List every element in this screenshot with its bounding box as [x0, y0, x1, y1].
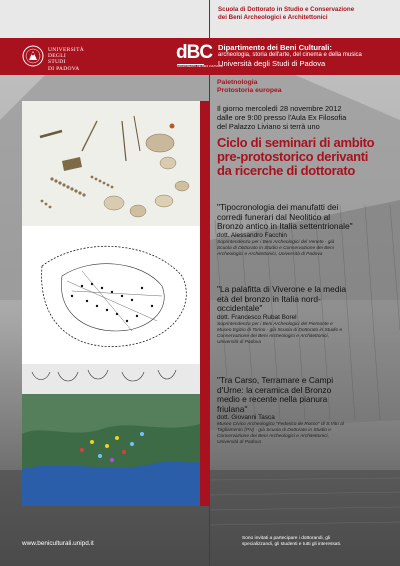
talk-title-line: Bronzo antico in Italia settentrionale" [217, 221, 353, 232]
affiliation-line: Soprintendenza per i Beni Archeologici del Veneto - già [217, 239, 335, 245]
talk-1 [217, 203, 395, 258]
seminar-title [217, 136, 397, 178]
dbc-logo-caption: DIPARTIMENTO DEI BENI CULTURALI [177, 65, 224, 68]
school-line-1: Scuola di Dottorato in Studio e Conservazione [218, 6, 355, 13]
talk-3 [217, 376, 395, 446]
talk-affiliation [217, 240, 395, 258]
talk-title-line: occidentale" [217, 303, 263, 314]
affiliation-line: Università di Padova [217, 440, 261, 446]
regional-map [22, 364, 200, 506]
website-link[interactable]: www.beniculturali.unipd.it [22, 540, 94, 547]
university-line-3: DI PADOVA [48, 65, 80, 72]
divider-line [209, 0, 210, 566]
talk-affiliation [217, 322, 395, 346]
note-line-1: Sono invitati a partecipare i dottorandi, gli [242, 536, 330, 541]
talk-title-line: "La palafitta di Viverone e la media [217, 284, 346, 294]
university-line-1: UNIVERSITÀ [48, 47, 84, 53]
affiliation-line: Scuola di Dottorato in Studio e Conservazione dei Beni [217, 245, 334, 251]
when-line-2: dalle ore 9:00 presso l'Aula Ex Filosofia [217, 113, 347, 123]
note-line-2: specializzandi, gli studenti e tutti gli interessati. [242, 542, 342, 547]
artifacts-photo [22, 101, 200, 226]
talk-2 [217, 285, 395, 346]
talk-speaker: dott. Giovanni Tasca [217, 414, 275, 422]
when-line-1: Il giorno mercoledì 28 novembre 2012 [217, 104, 342, 113]
affiliation-line: Archeologici e Architettonici, Università di Padova [217, 251, 323, 257]
title-line-2: pre-protostorico derivanti [217, 149, 369, 164]
padova-seal-icon [22, 43, 44, 69]
department-block [218, 43, 396, 69]
talk-affiliation [217, 422, 395, 446]
university-line-2: DEGLI STUDI [48, 53, 66, 66]
area-line-2: Protostoria europea [217, 87, 282, 95]
department-university: Università degli Studi di Padova [218, 59, 326, 68]
talk-title-line: medio e recente nella pianura [217, 394, 328, 405]
affiliation-line: Università di Padova [217, 339, 261, 345]
affiliation-line: Conservazione dei Beni Archeologici e Architettonici, [217, 434, 329, 440]
school-line-2: dei Beni Archeologici e Architettonici [218, 13, 328, 21]
talk-speaker: dott. Alessandro Facchin [217, 231, 287, 239]
affiliation-line: Tagliamento (PN) - già Scuola di Dottorato in Studio e [217, 428, 331, 434]
when-line-3: del Palazzo Liviano si terrà uno [217, 122, 320, 132]
invitation-note [242, 536, 392, 548]
talk-title [217, 285, 395, 314]
talk-title-line: "Tipocronologia dei manufatti dei [217, 202, 339, 212]
talk-title-line: "Tra Carso, Terramare e Campi [217, 375, 334, 385]
talk-title [217, 376, 395, 414]
affiliation-line: Museo Civico Archeologico "Federico de Rocco" di S.Vito al [217, 422, 344, 428]
talk-title [217, 203, 395, 232]
department-subtitle: archeologia, storia dell'arte, del cinema e della musica [218, 52, 362, 58]
accent-strip [200, 101, 209, 506]
site-map-drawing [22, 226, 200, 364]
affiliation-line: Conservazione dei Beni Archeologici e Architettonici, [217, 333, 329, 339]
area-line-1: Paletnologia [217, 79, 258, 86]
affiliation-line: Museo Egizio di Torino - già Scuola di Dottorato in Studio e [217, 327, 343, 333]
doctoral-school [218, 6, 396, 21]
pile-dwelling-plan [22, 226, 200, 364]
university-name [48, 47, 84, 72]
talk-speaker: dott. Francesco Rubat Borel [217, 313, 297, 321]
event-details [217, 104, 397, 132]
talk-title-line: età del bronzo in Italia nord- [217, 293, 321, 304]
dbc-logo-text: dBC [176, 42, 213, 63]
title-line-1: Ciclo di seminari di ambito [217, 135, 375, 150]
research-area [217, 79, 282, 96]
friuli-map-image [22, 364, 200, 506]
talk-title-line: corredi funerari dal Neolitico al [217, 211, 331, 222]
talk-title-line: d'Urne: la ceramica del Bronzo [217, 384, 332, 395]
grave-goods-illustration [22, 101, 200, 226]
university-logo-block [22, 43, 84, 71]
title-line-3: da ricerche di dottorato [217, 163, 355, 178]
department-title: Dipartimento dei Beni Culturali: [218, 43, 332, 52]
affiliation-line: Soprintendenza per i Beni Archeologici del Piemonte e [217, 321, 333, 327]
talk-title-line: friulana" [217, 403, 248, 414]
dbc-logo [176, 42, 224, 69]
